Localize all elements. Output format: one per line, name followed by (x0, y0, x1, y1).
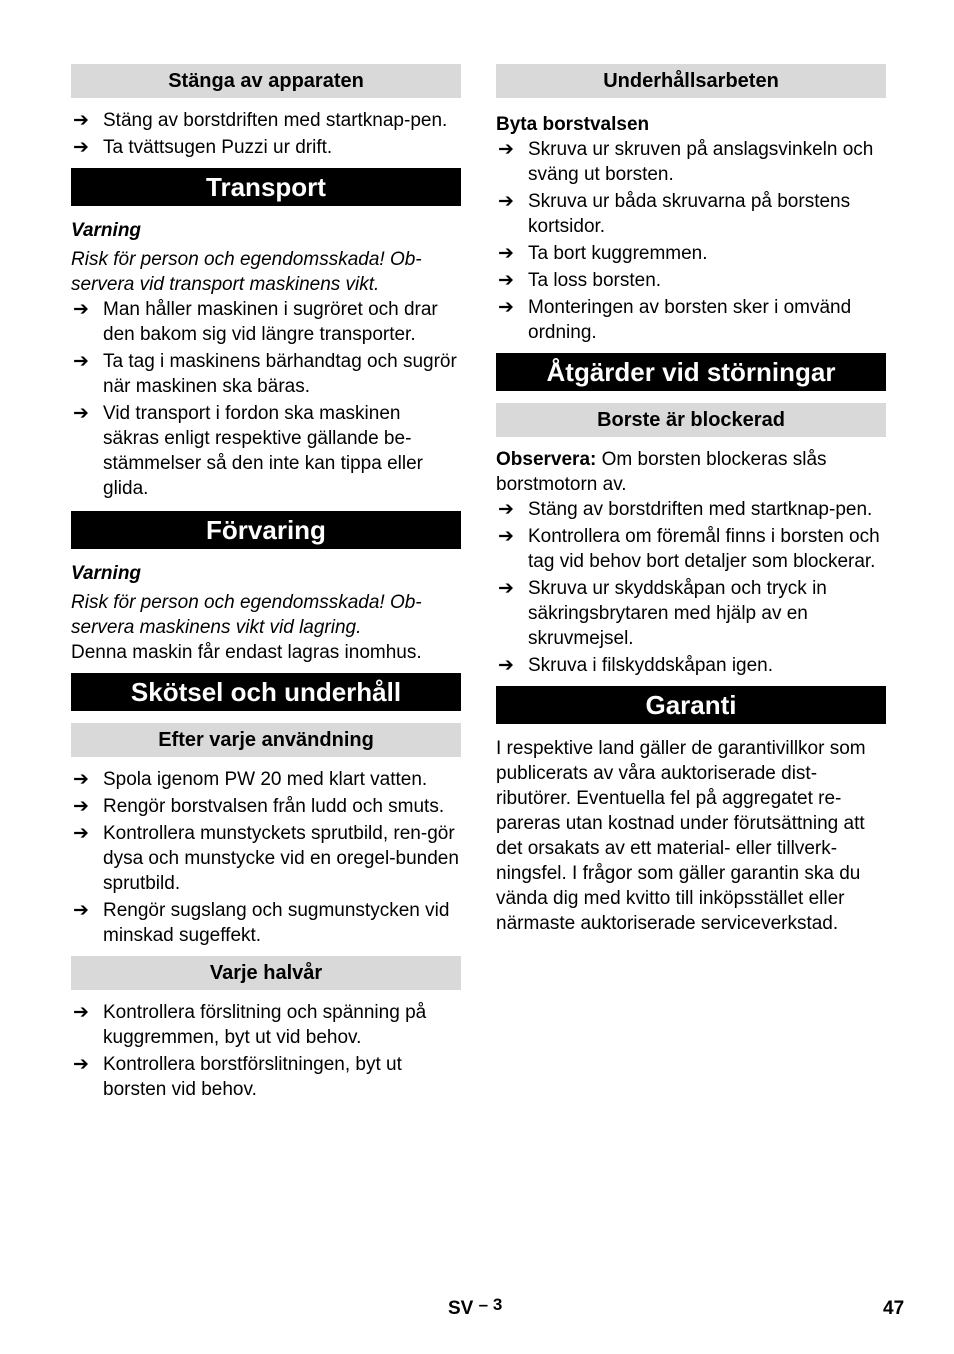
list-item (71, 767, 461, 792)
section-heading-halvar: Varje halvår (71, 956, 461, 990)
list-item (496, 576, 886, 651)
arrow-right-icon: ➔ (73, 1054, 89, 1075)
right-column (496, 64, 886, 936)
list-item (71, 401, 461, 501)
list-item-text: Kontrollera om föremål finns i borsten och tag vid behov bort detaljer som blockerar. (528, 526, 880, 572)
list-item-text: Rengör borstvalsen från ludd och smuts. (103, 796, 445, 817)
warning-label: Varning (71, 563, 142, 584)
arrow-right-icon: ➔ (73, 900, 89, 921)
arrow-right-icon: ➔ (498, 526, 514, 547)
page-number: 47 (883, 1298, 905, 1319)
section-heading-atgarder: Åtgärder vid störningar (496, 353, 886, 391)
arrow-right-icon: ➔ (498, 655, 514, 676)
list-item-text: Stäng av borstdriften med startknap-pen. (528, 499, 873, 520)
arrow-right-icon: ➔ (498, 297, 514, 318)
list-item (71, 297, 461, 347)
arrow-right-icon: ➔ (498, 243, 514, 264)
stanga-list (71, 108, 461, 160)
garanti-text: I respektive land gäller de garantivillkor som publicerats av våra auktoriserade dist-ributörer. Eventuella fel på aggregatet re-pareras utan kostnad under förutsättning att det orsakats av ett material- eller tillverk-ningsfel. I frågor som gäller garantin ska du vända dig med kvitto till inköpsstället eller närmaste auktoriserade serviceverkstad. (496, 738, 866, 934)
arrow-right-icon: ➔ (73, 1002, 89, 1023)
arrow-right-icon: ➔ (73, 796, 89, 817)
list-item-text: Spola igenom PW 20 med klart vatten. (103, 769, 428, 790)
list-item (496, 653, 886, 678)
observera-label: Observera: (496, 449, 597, 470)
warning-text: Risk för person och egendomsskada! Ob-servera maskinens vikt vid lagring. (71, 592, 422, 638)
arrow-right-icon: ➔ (498, 139, 514, 160)
section-heading-borste: Borste är blockerad (496, 403, 886, 437)
left-column (71, 64, 461, 1104)
list-item (71, 821, 461, 896)
list-item-text: Stäng av borstdriften med startknap-pen. (103, 110, 448, 131)
list-item-text: Kontrollera borstförslitningen, byt ut borsten vid behov. (103, 1054, 402, 1100)
subheading-byta: Byta borstvalsen (496, 114, 650, 135)
list-item (71, 349, 461, 399)
arrow-right-icon: ➔ (73, 769, 89, 790)
list-item-text: Rengör sugslang och sugmunstycken vid minskad sugeffekt. (103, 900, 450, 946)
list-item (71, 1000, 461, 1050)
arrow-right-icon: ➔ (498, 270, 514, 291)
efter-list (71, 767, 461, 948)
list-item-text: Kontrollera munstyckets sprutbild, ren-gör dysa och munstycke vid en oregel-bunden sprutbild. (103, 823, 459, 894)
list-item (496, 497, 886, 522)
list-item-text: Skruva i filskyddskåpan igen. (528, 655, 774, 676)
section-heading-underhall: Underhållsarbeten (496, 64, 886, 98)
list-item-text: Skruva ur skyddskåpan och tryck in säkringsbrytaren med hjälp av en skruvmejsel. (528, 578, 827, 649)
list-item-text: Ta tvättsugen Puzzi ur drift. (103, 137, 333, 158)
section-heading-garanti: Garanti (496, 686, 886, 724)
arrow-right-icon: ➔ (498, 499, 514, 520)
list-item-text: Vid transport i fordon ska maskinen säkras enligt respektive gällande be-stämmelser så den inte kan tippa eller glida. (103, 403, 423, 499)
arrow-right-icon: ➔ (73, 351, 89, 372)
halvar-list (71, 1000, 461, 1102)
section-heading-forvaring: Förvaring (71, 511, 461, 549)
list-item-text: Man håller maskinen i sugröret och drar den bakom sig vid längre transporter. (103, 299, 438, 345)
byta-list (496, 137, 886, 345)
list-item-text: Ta bort kuggremmen. (528, 243, 708, 264)
section-heading-efter: Efter varje användning (71, 723, 461, 757)
list-item (71, 135, 461, 160)
list-item (71, 898, 461, 948)
list-item-text: Ta tag i maskinens bärhandtag och sugrör när maskinen ska bäras. (103, 351, 457, 397)
list-item (71, 108, 461, 133)
arrow-right-icon: ➔ (73, 823, 89, 844)
list-item (71, 794, 461, 819)
arrow-right-icon: ➔ (73, 110, 89, 131)
arrow-right-icon: ➔ (73, 403, 89, 424)
arrow-right-icon: ➔ (73, 137, 89, 158)
list-item-text: Ta loss borsten. (528, 270, 662, 291)
footer-language (448, 1295, 503, 1320)
list-item (71, 1052, 461, 1102)
list-item-text: Monteringen av borsten sker i omvänd ordning. (528, 297, 852, 343)
list-item (496, 268, 886, 293)
arrow-right-icon: ➔ (498, 578, 514, 599)
warning-text: Risk för person och egendomsskada! Ob-servera vid transport maskinens vikt. (71, 249, 422, 295)
warning-label: Varning (71, 220, 142, 241)
observera-paragraph (496, 447, 886, 497)
transport-list (71, 297, 461, 501)
arrow-right-icon: ➔ (73, 299, 89, 320)
list-item (496, 524, 886, 574)
list-item (496, 189, 886, 239)
section-heading-skotsel: Skötsel och underhåll (71, 673, 461, 711)
list-item-text: Kontrollera förslitning och spänning på kuggremmen, byt ut vid behov. (103, 1002, 427, 1048)
list-item (496, 241, 886, 266)
section-heading-transport: Transport (71, 168, 461, 206)
list-item (496, 295, 886, 345)
arrow-right-icon: ➔ (498, 191, 514, 212)
section-heading-stanga: Stänga av apparaten (71, 64, 461, 98)
list-item-text: Skruva ur båda skruvarna på borstens kortsidor. (528, 191, 851, 237)
observera-text: Om borsten blockeras slås borstmotorn av. (496, 449, 827, 495)
list-item (496, 137, 886, 187)
storage-text: Denna maskin får endast lagras inomhus. (71, 642, 422, 663)
footer-sub-page: – 3 (478, 1295, 503, 1314)
borste-list (496, 497, 886, 678)
footer-lang-code: SV (448, 1298, 474, 1319)
list-item-text: Skruva ur skruven på anslagsvinkeln och sväng ut borsten. (528, 139, 874, 185)
